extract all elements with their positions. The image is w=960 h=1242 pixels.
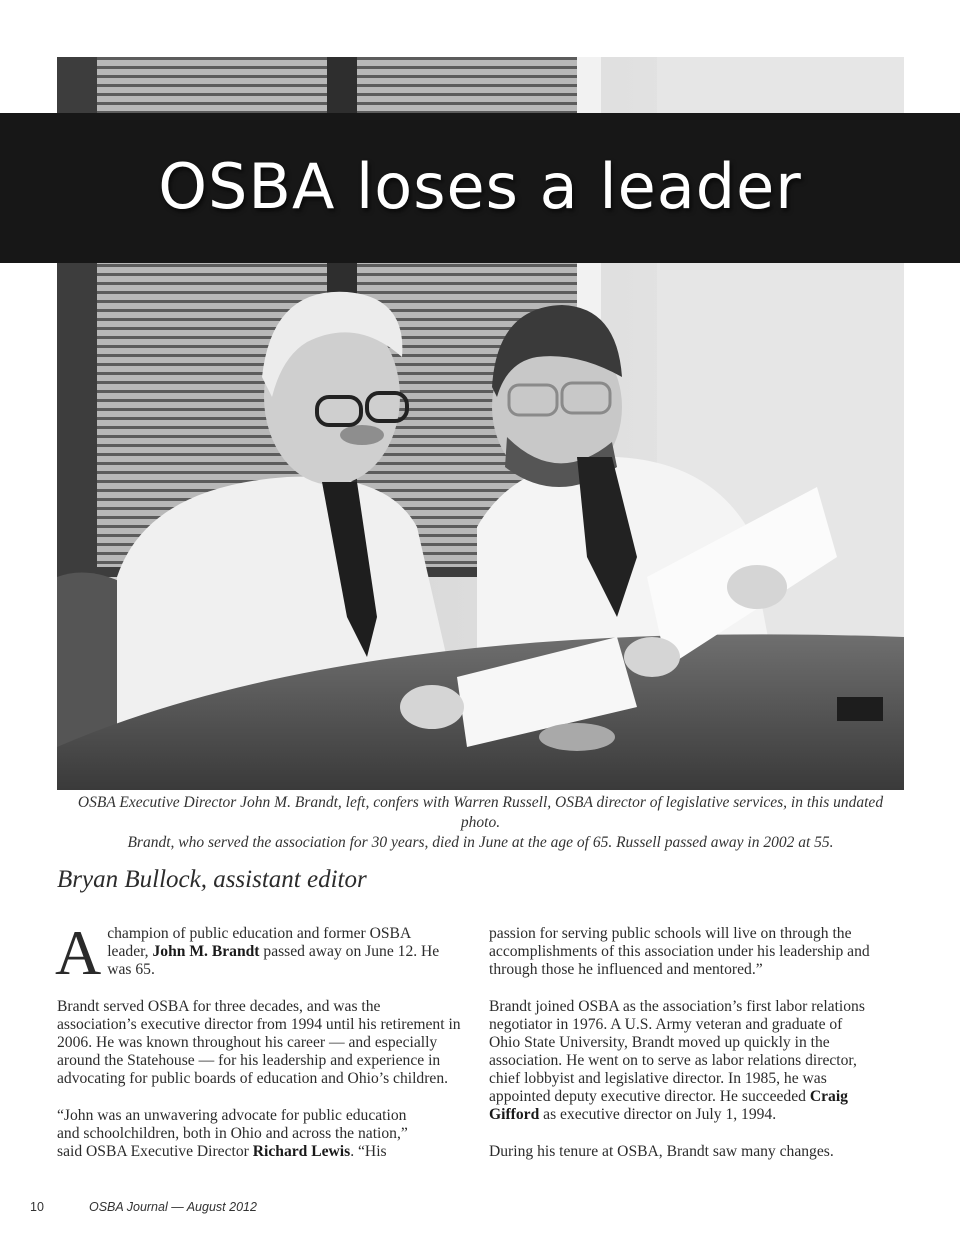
text-line: and schoolchildren, both in Ohio and across the nation,”	[57, 1125, 408, 1142]
caption-line-1: OSBA Executive Director John M. Brandt, left, confers with Warren Russell, OSBA director of legislative services, in this undated photo.	[77, 794, 884, 831]
text-line: association. He went on to serve as labor relations director,	[489, 1052, 857, 1069]
text-line: negotiator in 1976. A U.S. Army veteran and graduate of	[489, 1016, 843, 1033]
name-richard-lewis: Richard Lewis	[252, 1143, 351, 1160]
text-line: 2006. He was known throughout his career — and especially	[57, 1034, 438, 1051]
article-column-right	[489, 925, 907, 1180]
paragraph-5	[489, 998, 907, 1124]
text-line: appointed deputy executive director. He succeeded Craig	[489, 1088, 848, 1105]
journal-name: OSBA Journal — August 2012	[89, 1200, 257, 1214]
article-column-left	[55, 917, 473, 1180]
page-footer	[30, 1200, 257, 1214]
text-line: said OSBA Executive Director Richard Lewis. “His	[57, 1143, 387, 1160]
text-line: association’s executive director from 1994 until his retirement in	[57, 1016, 461, 1033]
byline: Bryan Bullock, assistant editor	[57, 866, 367, 893]
paragraph-2	[57, 998, 473, 1088]
text-line: was 65.	[107, 961, 155, 978]
caption-line-2: Brandt, who served the association for 30 years, died in June at the age of 65. Russell passed away in 2002 at 55.	[127, 834, 834, 851]
drop-cap: A	[55, 917, 102, 988]
text-line: advocating for public boards of education and Ohio’s children.	[57, 1070, 449, 1087]
text-line: During his tenure at OSBA, Brandt saw many changes.	[489, 1143, 834, 1160]
name-craig: Craig	[809, 1088, 848, 1105]
text-line: accomplishments of this association under his leadership and	[489, 943, 870, 960]
text-line: Gifford as executive director on July 1, 1994.	[489, 1106, 777, 1123]
text-line: Ohio State University, Brandt moved up quickly in the	[489, 1034, 830, 1051]
text-line: chief lobbyist and legislative director. In 1985, he was	[489, 1070, 827, 1087]
text-line: passion for serving public schools will live on through the	[489, 925, 852, 942]
text-line: through those he influenced and mentored.”	[489, 961, 763, 978]
text-line: Brandt joined OSBA as the association’s first labor relations	[489, 998, 865, 1015]
text-line: “John was an unwavering advocate for public education	[57, 1107, 407, 1124]
text-line: champion of public education and former OSBA	[107, 925, 412, 942]
page-number: 10	[30, 1200, 44, 1214]
paragraph-3	[57, 1107, 473, 1161]
text-line: leader, John M. Brandt passed away on June 12. He	[107, 943, 440, 960]
name-gifford: Gifford	[489, 1106, 540, 1123]
name-john-brandt: John M. Brandt	[152, 943, 260, 960]
text-line: around the Statehouse — for his leadership and experience in	[57, 1052, 441, 1069]
paragraph-4	[489, 925, 907, 979]
paragraph-6	[489, 1143, 907, 1161]
paragraph-1	[55, 917, 473, 988]
text-line: Brandt served OSBA for three decades, and was the	[57, 998, 381, 1015]
photo-caption	[57, 793, 904, 853]
article-title: OSBA loses a leader	[158, 150, 802, 223]
